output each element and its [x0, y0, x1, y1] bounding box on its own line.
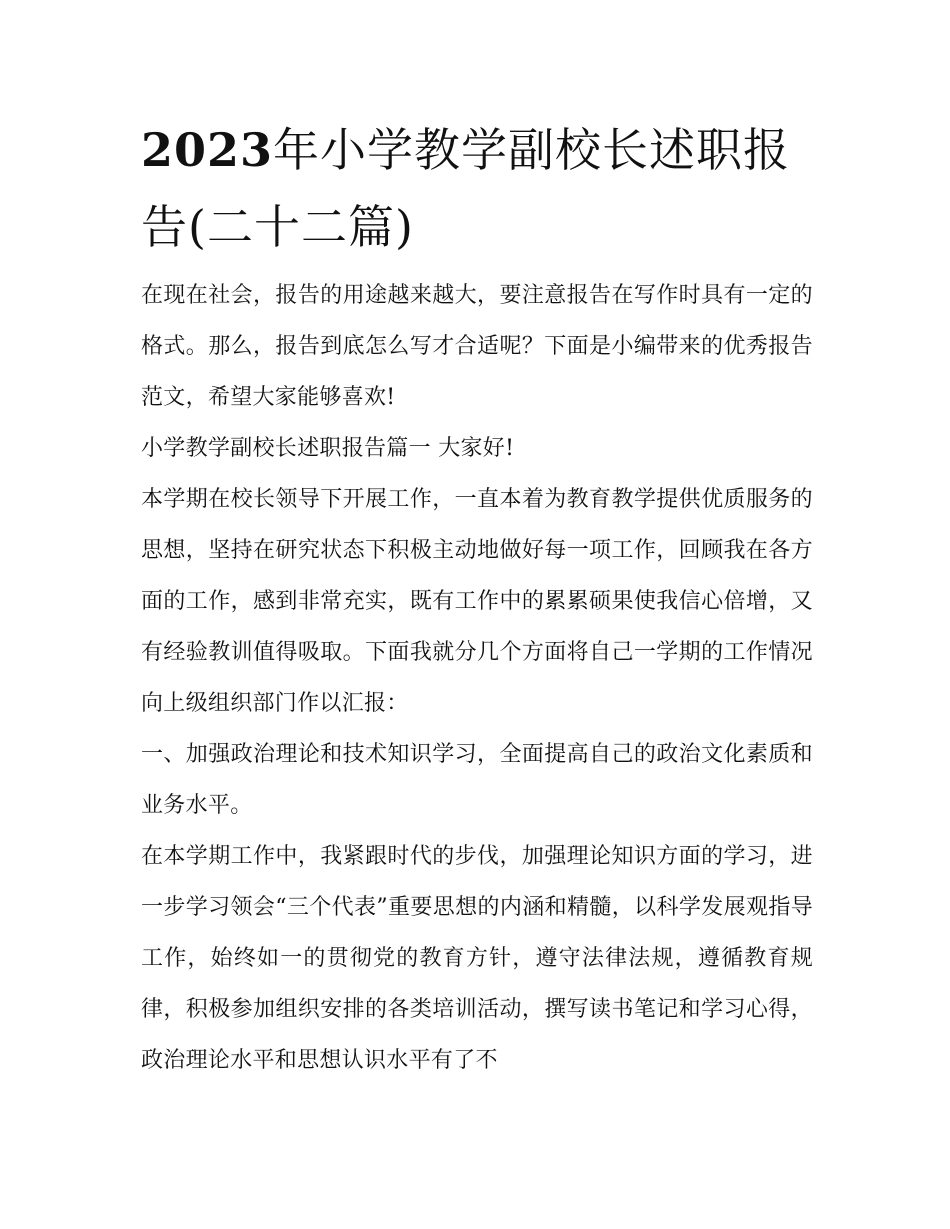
- section-heading-1: 一、加强政治理论和技术知识学习，全面提高自己的政治文化素质和业务水平。: [141, 742, 813, 818]
- document-body: [141, 270, 813, 1086]
- section-paragraph-1: 在本学期工作中，我紧跟时代的步伐，加强理论知识方面的学习，进一步学习领会“三个代表”重要思想的内涵和精髓，以科学发展观指导工作，始终如一的贯彻党的教育方针，遵守法律法规，遵循教育规律，积极参加组织安排的各类培训活动，撰写读书笔记和学习心得，政治理论水平和思想认识水平有了不: [141, 844, 813, 1073]
- title-text: 年小学教学副校长述职报告(二十二篇): [141, 123, 791, 254]
- opening-paragraph: 本学期在校长领导下开展工作，一直本着为教育教学提供优质服务的思想，坚持在研究状态下积极主动地做好每一项工作，回顾我在各方面的工作，感到非常充实，既有工作中的累累硕果使我信心倍增，又有经验教训值得吸取。下面我就分几个方面将自己一学期的工作情况向上级组织部门作以汇报：: [141, 487, 813, 716]
- title-year: 2023: [141, 123, 274, 177]
- intro-paragraph: 在现在社会，报告的用途越来越大，要注意报告在写作时具有一定的格式。那么，报告到底怎么写才合适呢？下面是小编带来的优秀报告范文，希望大家能够喜欢!: [141, 283, 813, 410]
- document-title: [141, 112, 813, 266]
- document-page: [141, 112, 813, 1086]
- greeting-paragraph: 小学教学副校长述职报告篇一 大家好!: [141, 436, 515, 461]
